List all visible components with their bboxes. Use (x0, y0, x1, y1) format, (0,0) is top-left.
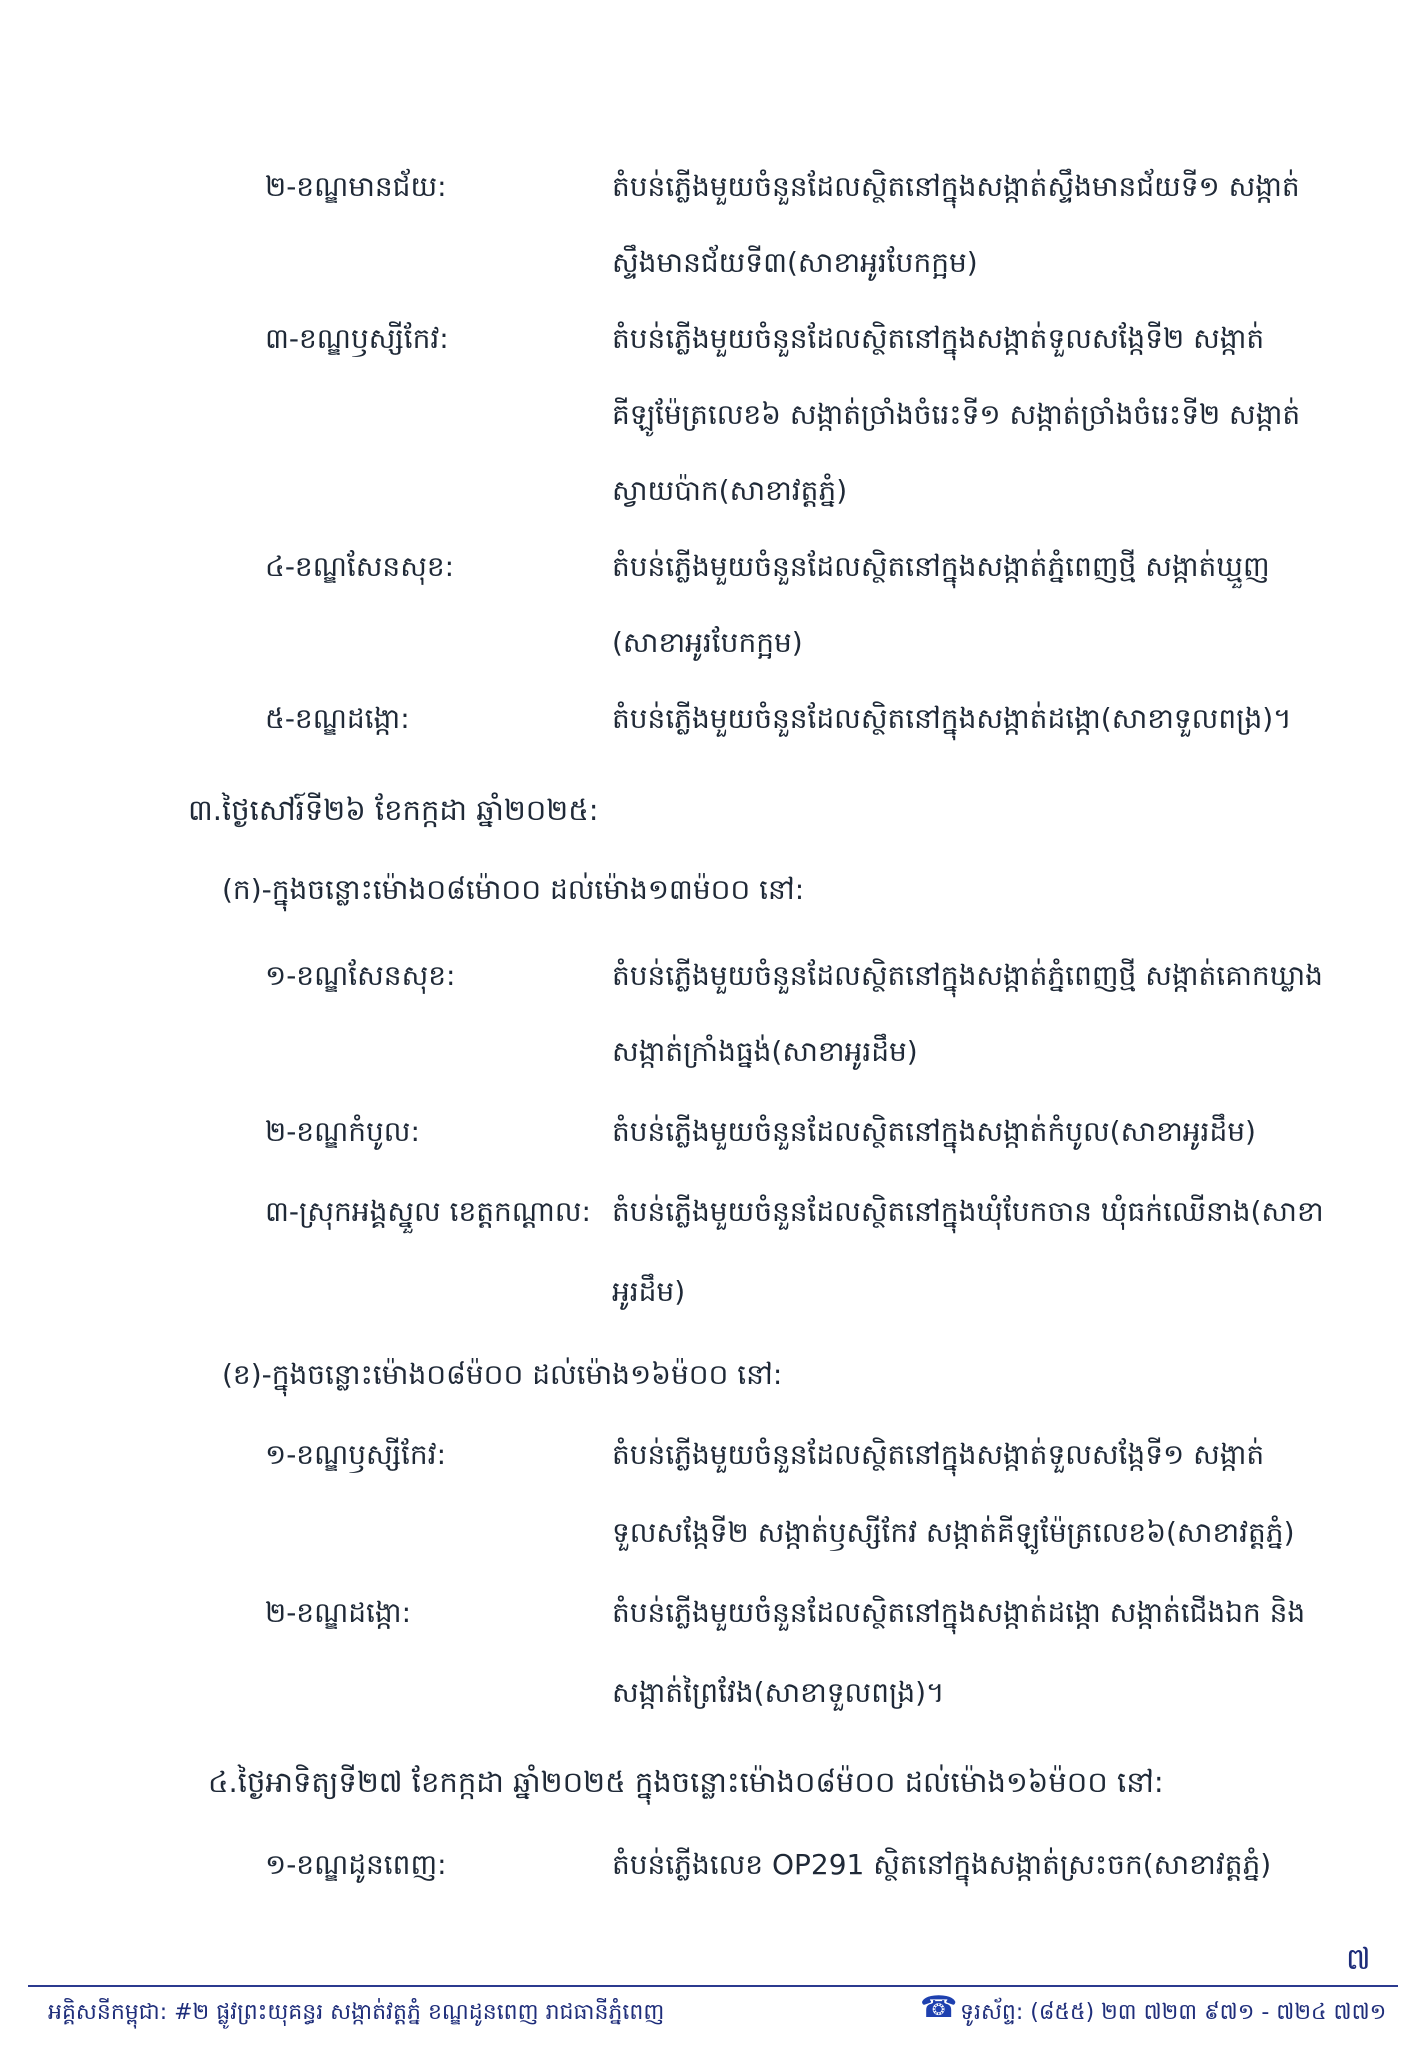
item-text: សង្កាត់ព្រៃវែង(សាខាទួលពង្រ)។ (612, 1676, 945, 1709)
item-text: គីឡូម៉ែត្រលេខ៦ សង្កាត់ច្រាំងចំរេះទី១ សង្កាត់ច្រាំងចំរេះទី២ សង្កាត់ (612, 398, 1301, 431)
item-text: ស្ទឹងមានជ័យទី៣(សាខាអូរបែកក្អម) (612, 246, 978, 279)
item-text: តំបន់ភ្លើងមួយចំនួនដែលស្ថិតនៅក្នុងសង្កាត់ភ្នំពេញថ្មី សង្កាត់ឃ្មួញ (612, 550, 1270, 583)
item-text: តំបន់ភ្លើងមួយចំនួនដែលស្ថិតនៅក្នុងសង្កាត់ទួលសង្កែទី២ សង្កាត់ (612, 322, 1265, 355)
footer-phone: ទូរស័ព្ទ: (៨៥៥) ២៣ ៧២៣ ៩៧១ - ៧២៤ ៧៧១ (960, 2000, 1387, 2025)
item-text: តំបន់ភ្លើងមួយចំនួនដែលស្ថិតនៅក្នុងសង្កាត់ដង្កោ សង្កាត់ជើងឯក និង (612, 1596, 1306, 1629)
item-label: ១-ខណ្ឌដូនពេញ: (265, 1848, 447, 1881)
item-text: តំបន់ភ្លើងមួយចំនួនដែលស្ថិតនៅក្នុងសង្កាត់កំបូល(សាខាអូរដឹម) (612, 1115, 1256, 1148)
footer-address: អគ្គិសនីកម្ពុជា: #២ ផ្លូវព្រះយុគន្ធរ សង្កាត់វត្តភ្នំ ខណ្ឌដូនពេញ រាជធានីភ្នំពេញ (48, 2000, 665, 2025)
footer-divider (28, 1985, 1398, 1987)
item-text: តំបន់ភ្លើងមួយចំនួនដែលស្ថិតនៅក្នុងសង្កាត់ទួលសង្កែទី១ សង្កាត់ (612, 1438, 1265, 1471)
item-label: ៣-ខណ្ឌឫស្សីកែវ: (265, 322, 449, 355)
item-text: តំបន់ភ្លើងមួយចំនួនដែលស្ថិតនៅក្នុងសង្កាត់ដង្កោ(សាខាទួលពង្រ)។ (612, 702, 1292, 735)
item-text: ទួលសង្កែទី២ សង្កាត់ឫស្សីកែវ សង្កាត់គីឡូម៉ែត្រលេខ៦(សាខាវត្តភ្នំ) (612, 1516, 1295, 1549)
item-text: (សាខាអូរបែកក្អម) (612, 626, 803, 659)
item-text: តំបន់ភ្លើងមួយចំនួនដែលស្ថិតនៅក្នុងសង្កាត់ភ្នំពេញថ្មី សង្កាត់គោកឃ្លាង (612, 959, 1323, 992)
item-text: តំបន់ភ្លើងលេខ OP291 ស្ថិតនៅក្នុងសង្កាត់ស្រះចក(សាខាវត្តភ្នំ) (612, 1848, 1272, 1881)
item-label: ២-ខណ្ឌកំបូល: (265, 1115, 420, 1148)
page-number: ៧ (1346, 1942, 1371, 1977)
section-heading: ៤.ថ្ងៃអាទិត្យទី២៧ ខែកក្កដា ឆ្នាំ២០២៥ ក្នុងចន្លោះម៉ោង០៨ម៉០០ ដល់ម៉ោង១៦ម៉០០ នៅ: (208, 1765, 1164, 1799)
item-text: តំបន់ភ្លើងមួយចំនួនដែលស្ថិតនៅក្នុងសង្កាត់ស្ទឹងមានជ័យទី១ សង្កាត់ (612, 170, 1300, 203)
item-label: ២-ខណ្ឌមានជ័យ: (265, 170, 447, 203)
item-text: ស្វាយប៉ាក(សាខាវត្តភ្នំ) (612, 474, 848, 507)
item-text: តំបន់ភ្លើងមួយចំនួនដែលស្ថិតនៅក្នុងឃុំបែកចាន ឃុំធក់ឈើនាង(សាខា (612, 1195, 1324, 1228)
item-text: សង្កាត់ក្រាំងធ្នង់(សាខាអូរដឹម) (612, 1035, 918, 1068)
phone-icon: ☎ (920, 1990, 958, 2025)
subsection-heading: (ខ)-ក្នុងចន្លោះម៉ោង០៨ម៉០០ ដល់ម៉ោង១៦ម៉០០ នៅ: (222, 1358, 783, 1391)
item-label: ១-ខណ្ឌឫស្សីកែវ: (265, 1438, 447, 1471)
item-text: អូរដឹម) (612, 1275, 686, 1308)
item-label: ២-ខណ្ឌដង្កោ: (265, 1596, 412, 1629)
item-label: ៤-ខណ្ឌសែនសុខ: (265, 550, 455, 583)
item-label: ៣-ស្រុកអង្គស្នួល ខេត្តកណ្ដាល: (265, 1195, 591, 1228)
item-label: ១-ខណ្ឌសែនសុខ: (265, 959, 456, 992)
section-heading: ៣.ថ្ងៃសៅរ៍ទី២៦ ខែកក្កដា ឆ្នាំ២០២៥: (188, 793, 599, 827)
item-label: ៥-ខណ្ឌដង្កោ: (265, 702, 410, 735)
subsection-heading: (ក)-ក្នុងចន្លោះម៉ោង០៨ម៉ោ០០ ដល់ម៉ោង១៣ម៉០០ នៅ: (222, 873, 805, 906)
